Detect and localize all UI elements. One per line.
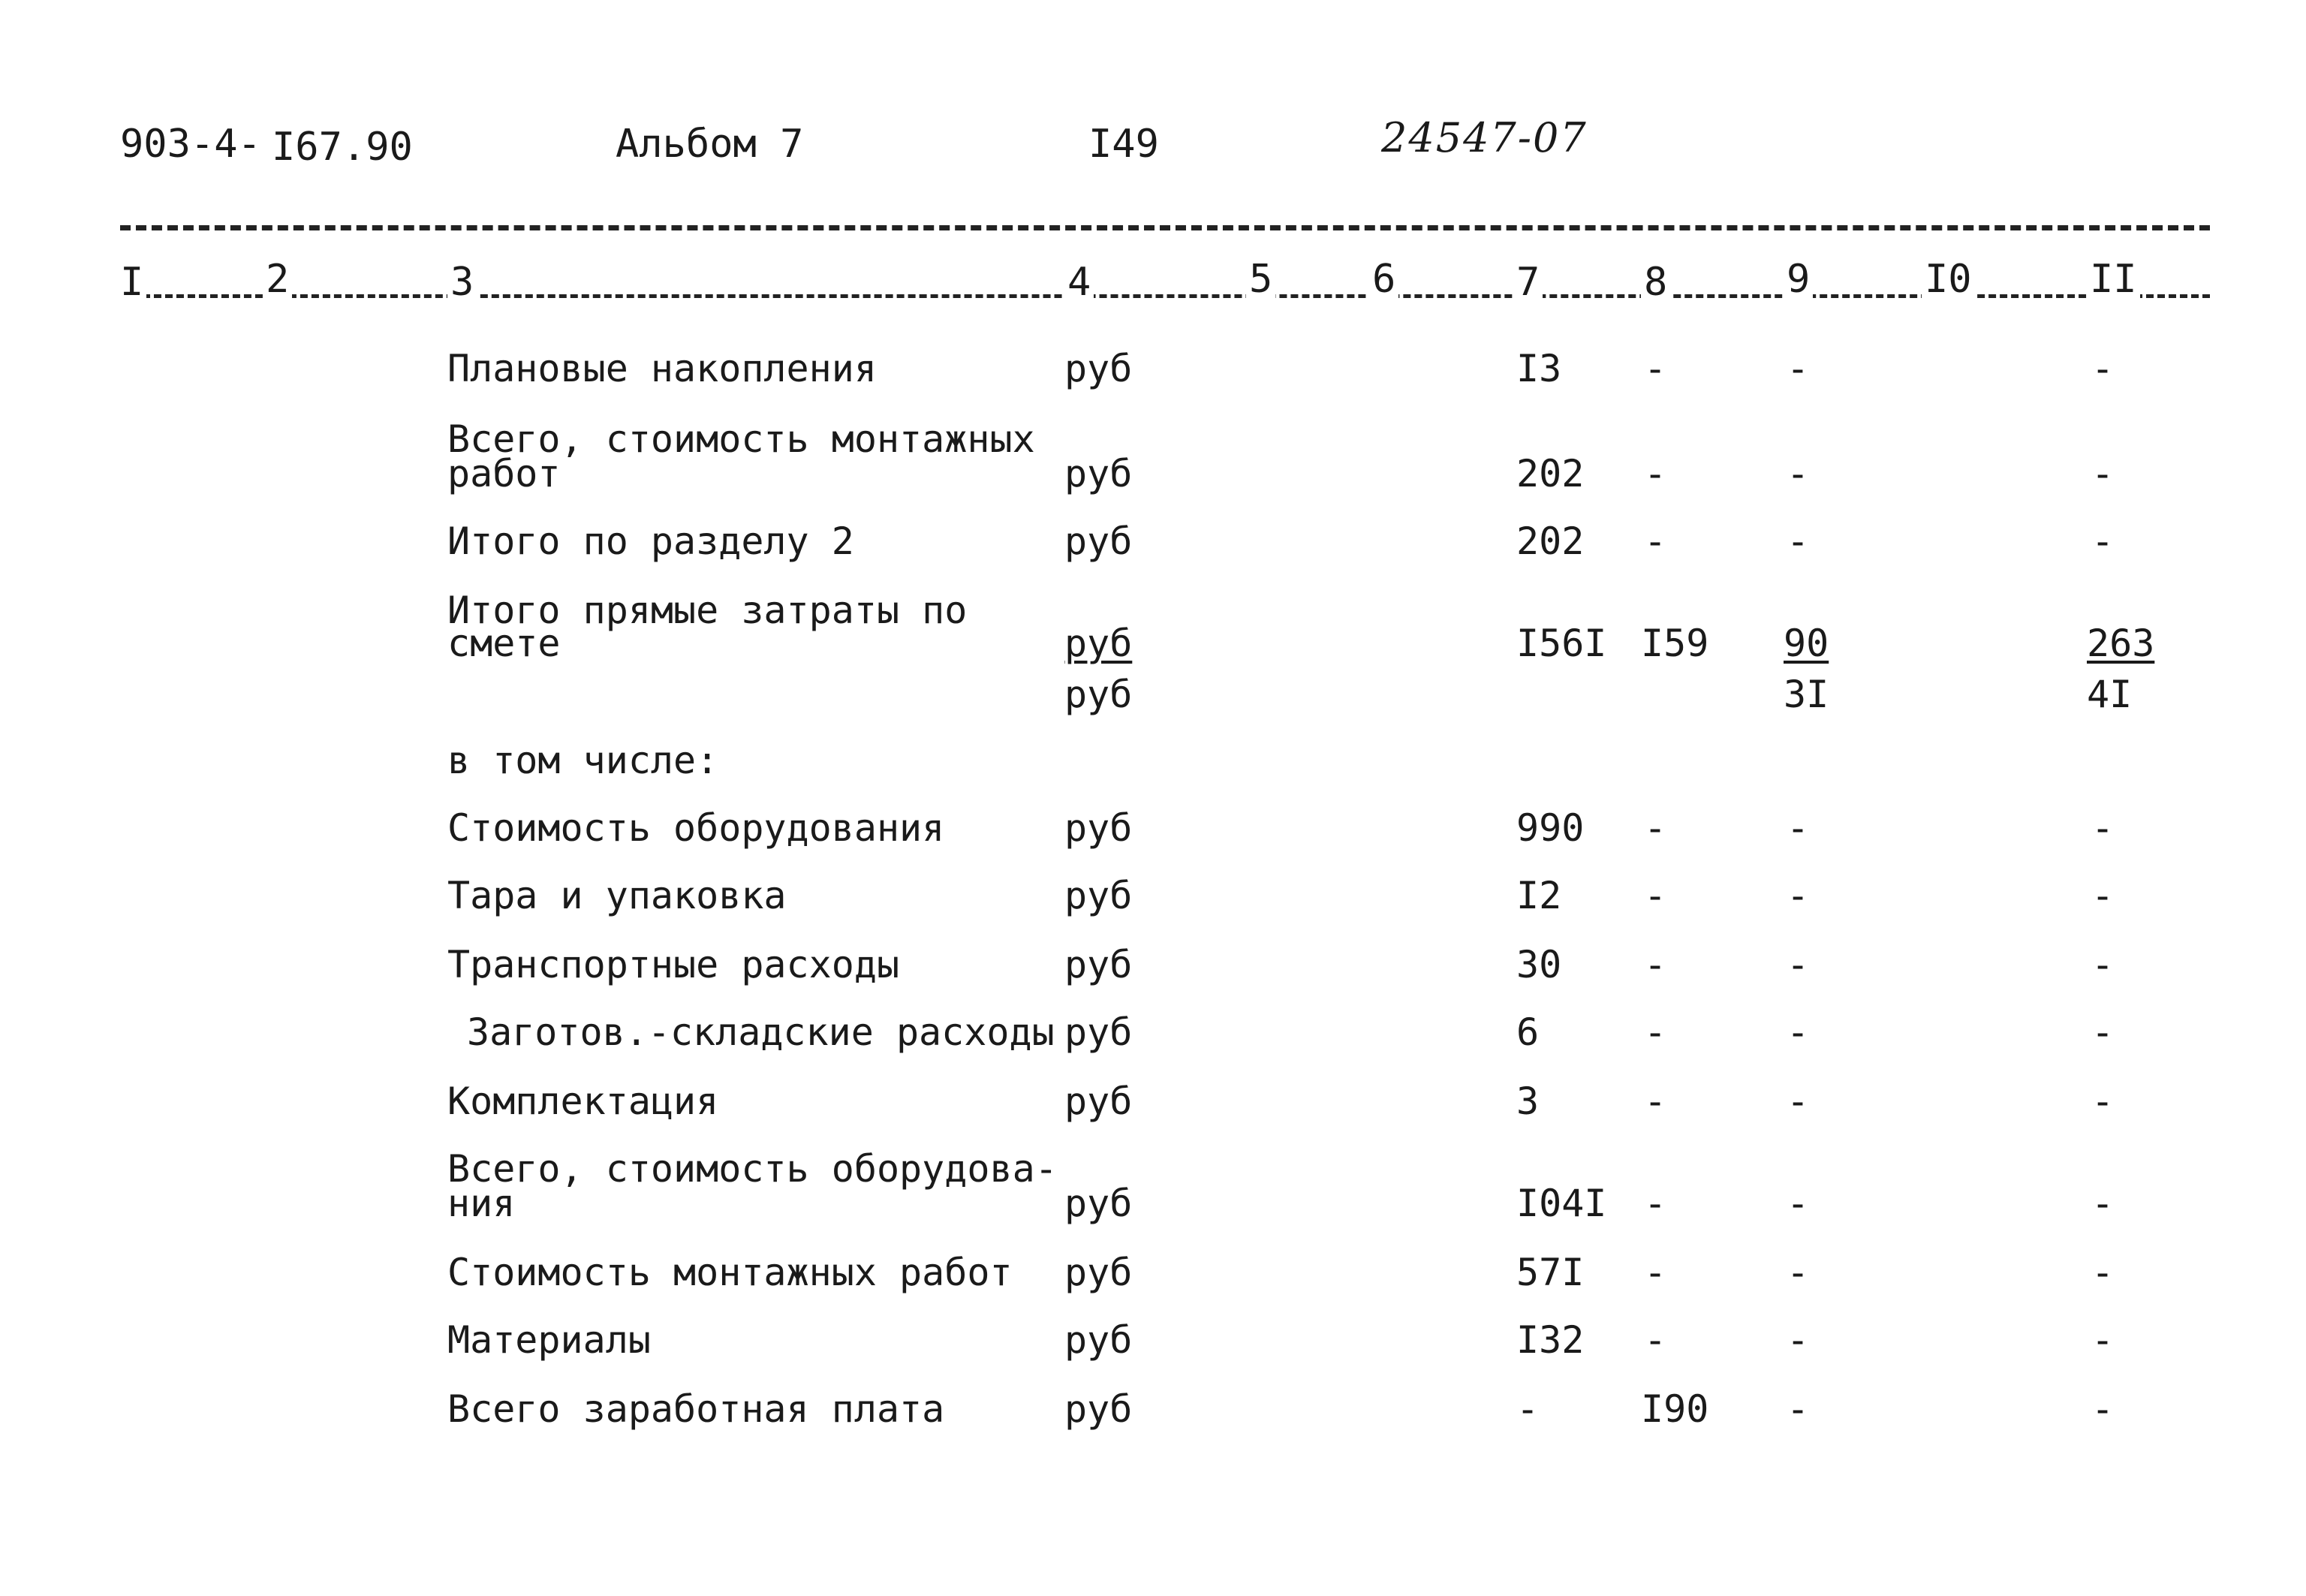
row-name-line2: ния [447,1182,516,1225]
row-name: Плановые накопления [447,347,877,390]
row-col8: - [1644,1318,1667,1362]
row-col11: - [2091,1010,2115,1054]
row-col11: - [2091,1251,2115,1294]
row-name: Стоимость оборудования [447,806,945,850]
row-name-line1: Всего, стоимость оборудова- [447,1147,1058,1191]
row-col9: - [1787,452,1810,495]
row-col8: - [1644,1010,1667,1054]
row-col8: - [1644,452,1667,495]
row-col11: - [2091,874,2115,917]
column-number-11: II [2087,260,2140,299]
row-name: Всего заработная плата [447,1387,945,1431]
row-unit: руб [1064,1182,1133,1225]
row-name: Материалы [447,1318,651,1362]
row-col11: - [2091,943,2115,986]
row-col9: 90 [1784,622,1829,665]
column-number-7: 7 [1513,263,1543,302]
column-number-1: I [117,263,146,302]
row-col7: 3 [1516,1080,1540,1123]
row-name: Заготов.-складские расходы [467,1010,1055,1054]
row-col8: - [1644,1182,1667,1225]
row-col11: - [2091,1318,2115,1362]
row-unit: руб [1064,943,1133,986]
row-name: Комплектация [447,1080,719,1123]
row-col7: - [1516,1387,1540,1431]
column-number-2: 2 [263,260,292,299]
row-col11: - [2091,806,2115,850]
row-col7: I2 [1516,874,1562,917]
row-col11: - [2091,347,2115,390]
row-col8: - [1644,519,1667,563]
row-col11-second: 4I [2087,673,2133,716]
row-col7: 202 [1516,452,1585,495]
row-col7: 202 [1516,519,1585,563]
document-code: 24547-07 [1381,114,1588,161]
row-col7: 57I [1516,1251,1585,1294]
column-number-6: 6 [1369,260,1398,299]
row-col9: - [1787,806,1810,850]
row-col7: 6 [1516,1010,1540,1054]
row-col8: - [1644,943,1667,986]
row-col11: - [2091,519,2115,563]
album-label: Альбом 7 [616,122,804,167]
row-name-line1: Итого прямые затраты по [447,589,968,632]
row-col9: - [1787,1080,1810,1123]
row-col8: - [1644,874,1667,917]
column-number-9: 9 [1784,260,1813,299]
row-unit: руб [1064,1318,1133,1362]
row-col9-second: 3I [1784,673,1829,716]
row-col9: - [1787,1251,1810,1294]
row-unit: руб [1064,806,1133,850]
row-col11: - [2091,1080,2115,1123]
row-col7: I32 [1516,1318,1585,1362]
row-name: Тара и упаковка [447,874,787,917]
row-unit: руб [1064,1387,1133,1431]
row-unit-second: руб [1064,673,1133,716]
row-col9: - [1787,519,1810,563]
row-col11: 263 [2087,622,2155,665]
row-col7: I56I [1516,622,1607,665]
row-col9: - [1787,1182,1810,1225]
row-unit: руб [1064,622,1133,665]
row-col7: I04I [1516,1182,1607,1225]
row-col11: - [2091,452,2115,495]
row-col8: - [1644,1080,1667,1123]
row-name-line1: Всего, стоимость монтажных [447,417,1035,461]
subsection-label: в том числе: [447,739,719,782]
top-dashed-separator [120,225,2210,230]
row-col7: I3 [1516,347,1562,390]
row-col8: - [1644,1251,1667,1294]
row-name: Итого по разделу 2 [447,519,854,563]
row-unit: руб [1064,1010,1133,1054]
row-name-line2: работ [447,452,561,495]
row-unit: руб [1064,1251,1133,1294]
row-col8: I90 [1641,1387,1709,1431]
column-number-3: 3 [447,263,477,302]
page-number: I49 [1088,122,1159,167]
row-col7: 990 [1516,806,1585,850]
row-unit: руб [1064,452,1133,495]
row-col7: 30 [1516,943,1562,986]
row-name: Транспортные расходы [447,943,900,986]
row-col8: - [1644,347,1667,390]
column-number-8: 8 [1641,263,1670,302]
row-name-line2: смете [447,622,561,665]
project-number: I67.90 [272,125,413,170]
row-col8: I59 [1641,622,1709,665]
row-col9: - [1787,943,1810,986]
row-unit: руб [1064,347,1133,390]
column-number-4: 4 [1064,263,1094,302]
row-col9: - [1787,1387,1810,1431]
row-col9: - [1787,347,1810,390]
column-number-rule [120,294,2210,298]
column-number-5: 5 [1246,260,1275,299]
row-col11: - [2091,1182,2115,1225]
column-number-10: I0 [1922,260,1975,299]
row-col9: - [1787,1010,1810,1054]
row-unit: руб [1064,874,1133,917]
row-col9: - [1787,1318,1810,1362]
row-unit: руб [1064,519,1133,563]
row-unit: руб [1064,1080,1133,1123]
series-code: 903-4- [120,122,261,167]
row-col8: - [1644,806,1667,850]
row-col11: - [2091,1387,2115,1431]
row-col9: - [1787,874,1810,917]
row-name: Стоимость монтажных работ [447,1251,1013,1294]
